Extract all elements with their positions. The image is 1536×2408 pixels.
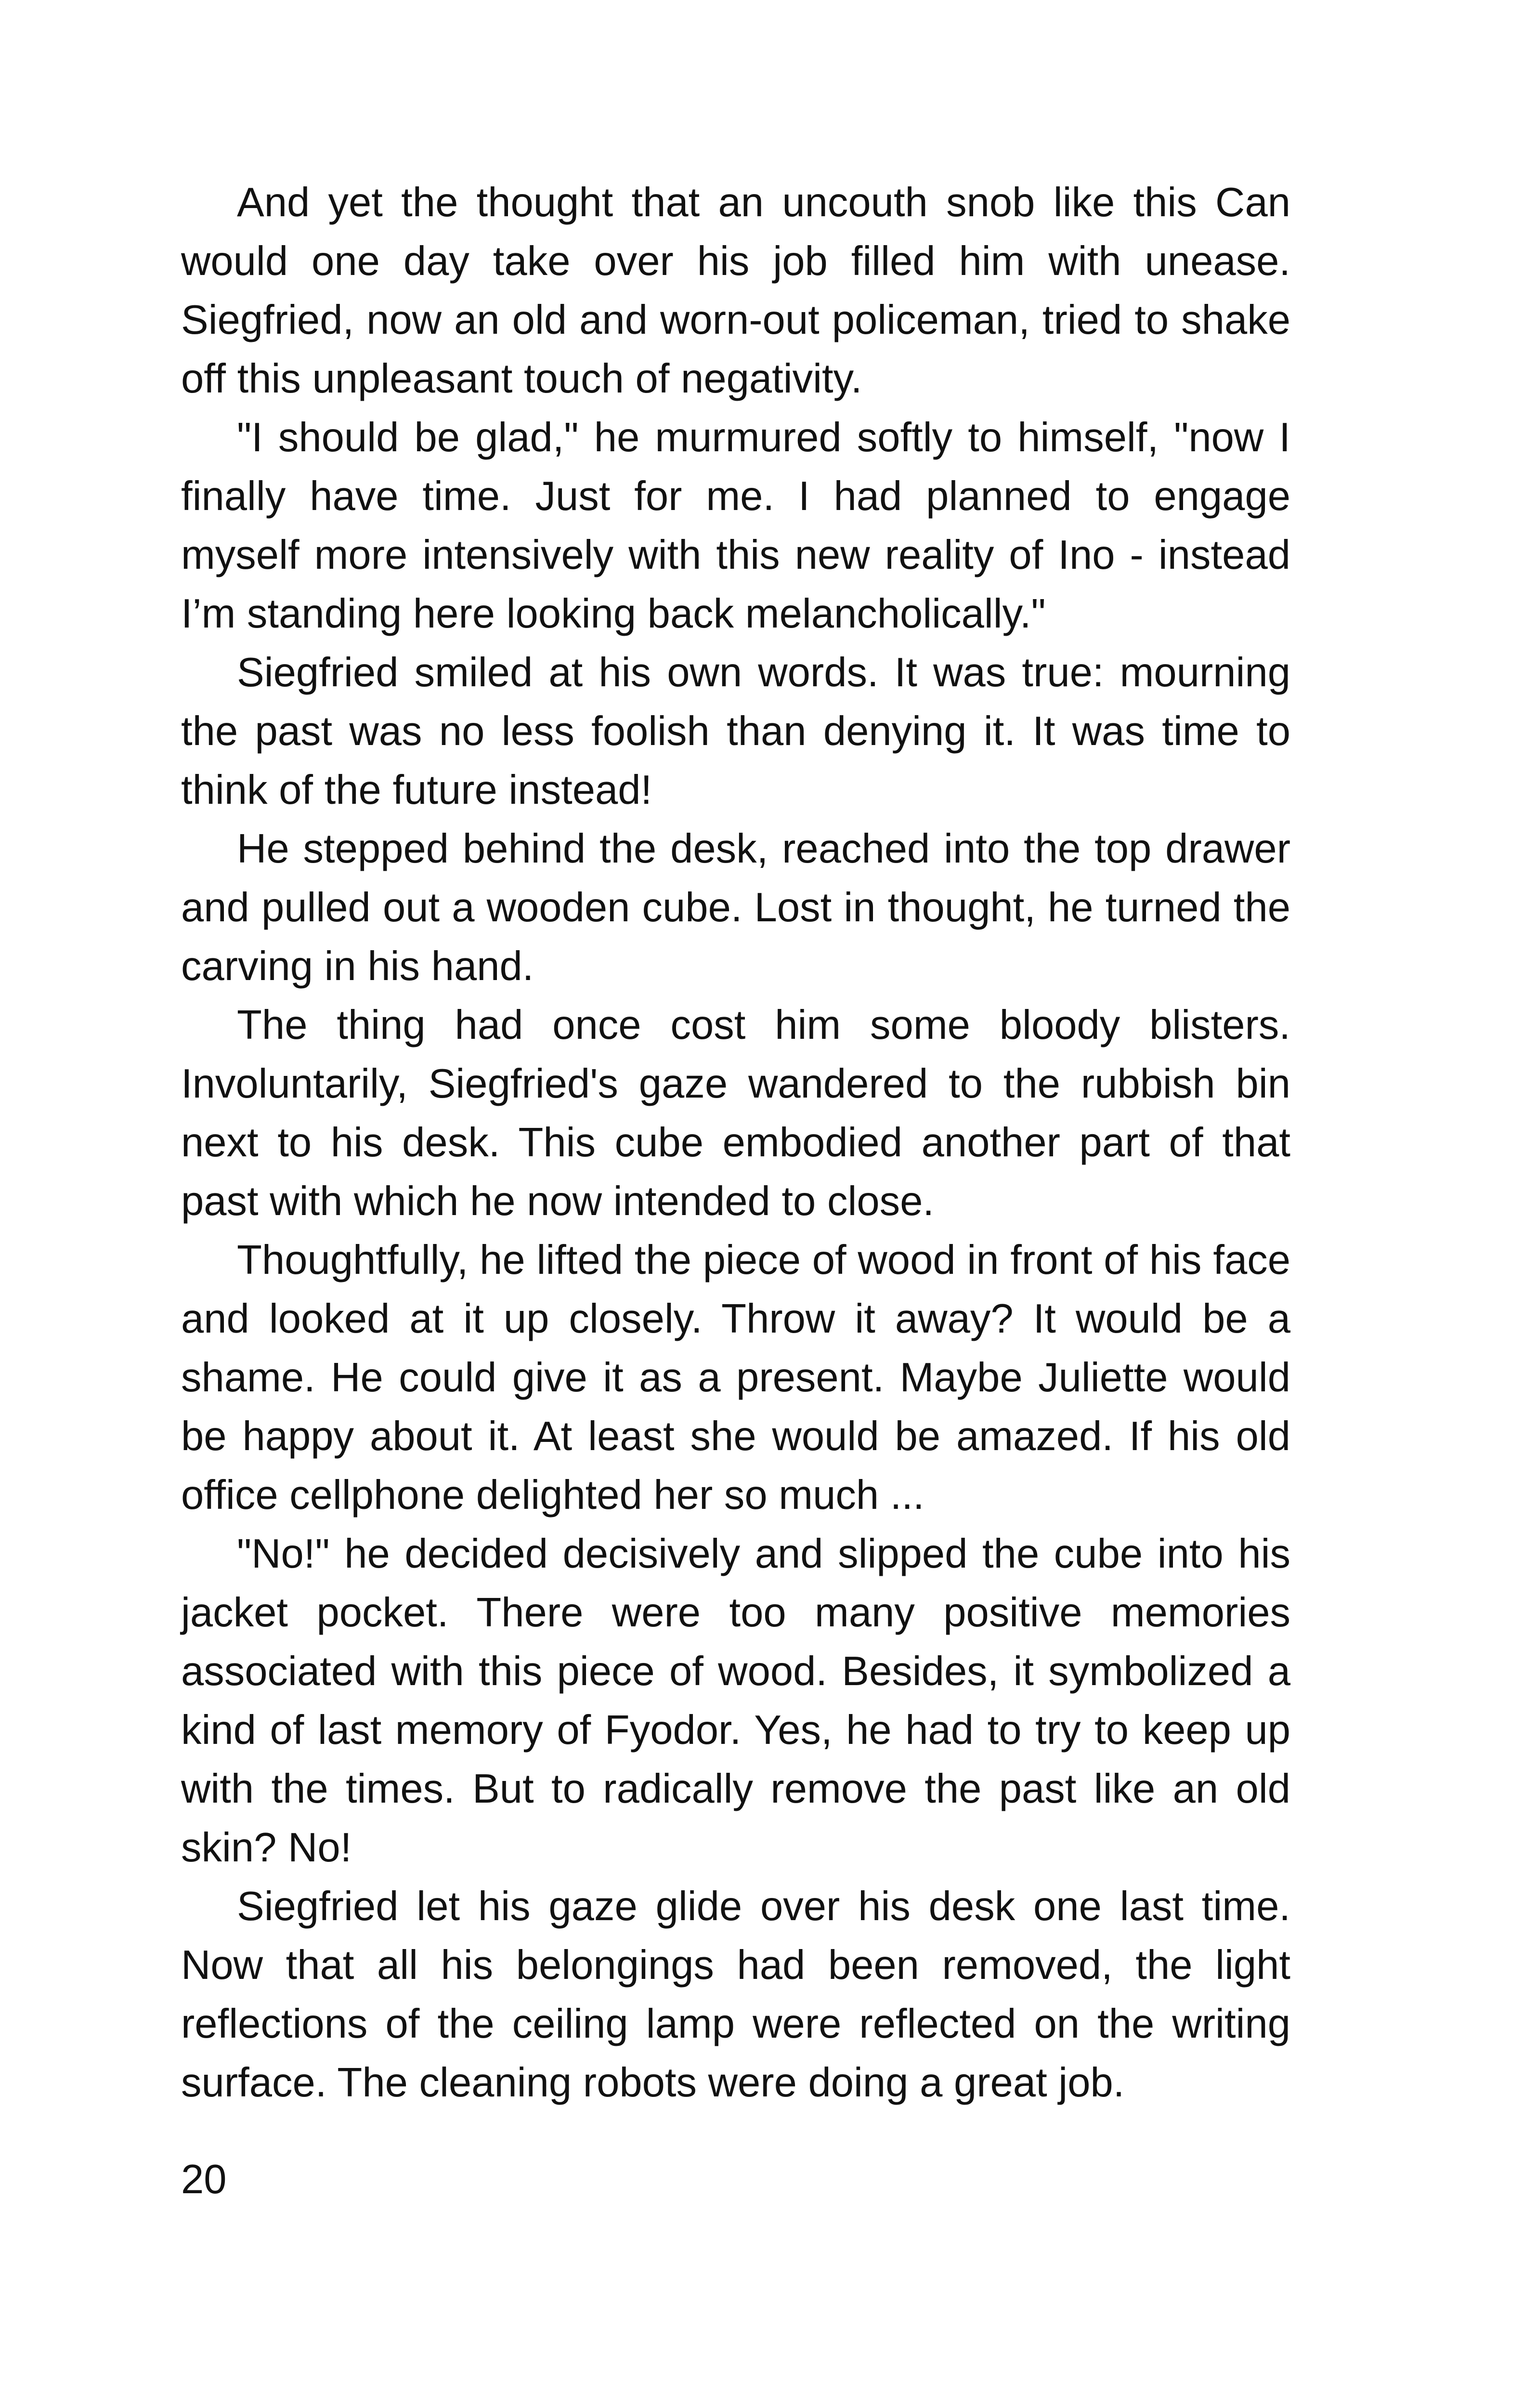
paragraph: Thoughtfully, he lifted the piece of wood in front of his face and looked at it up closely. Throw it away? It would be a shame. He could give it as a present. Maybe Juliette would be happy about it. At least she would be amazed. If his old office cellphone delighted her so much ... [181, 1237, 1290, 1518]
body-text [181, 173, 1290, 2112]
paragraph: Siegfried smiled at his own words. It was true: mourning the past was no less foolish than denying it. It was time to think of the future instead! [181, 650, 1290, 813]
paragraph: The thing had once cost him some bloody blisters. Involuntarily, Siegfried's gaze wandered to the rubbish bin next to his desk. This cube embodied another part of that past with which he now intended to close. [181, 1002, 1290, 1224]
paragraph: He stepped behind the desk, reached into the top drawer and pulled out a wooden cube. Lost in thought, he turned the carving in his hand. [181, 826, 1290, 989]
paragraph: "I should be glad," he murmured softly to himself, "now I finally have time. Just for me. I had planned to engage myself more intensively with this new reality of Ino - instead I’m standing here looking back melancholically." [181, 415, 1290, 637]
paragraph: Siegfried let his gaze glide over his desk one last time. Now that all his belongings had been removed, the light reflections of the ceiling lamp were reflected on the writing surface. The cleaning robots were doing a great job. [181, 1884, 1290, 2106]
paragraph: And yet the thought that an uncouth snob like this Can would one day take over his job filled him with unease. Siegfried, now an old and worn-out policeman, tried to shake off this unpleasant touch of negativity. [181, 180, 1290, 402]
page-number: 20 [181, 2157, 227, 2202]
paragraph: "No!" he decided decisively and slipped the cube into his jacket pocket. There were too many positive memories associated with this piece of wood. Besides, it symbolized a kind of last memory of Fyodor. Yes, he had to try to keep up with the times. But to radically remove the past like an old skin? No! [181, 1531, 1290, 1871]
